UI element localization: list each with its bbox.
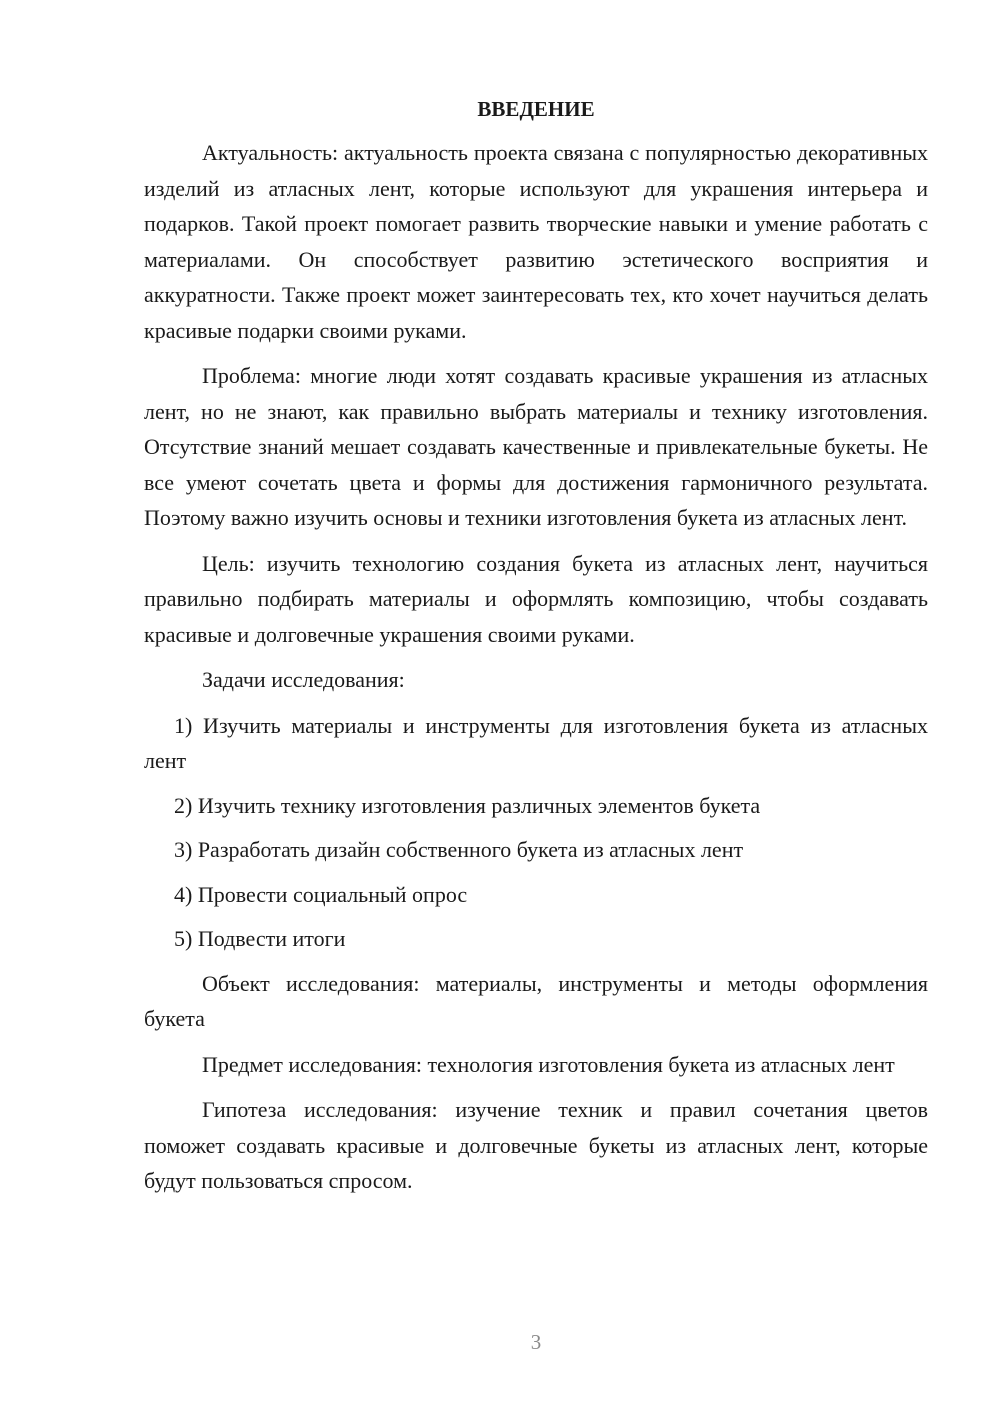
relevance-paragraph: Актуальность: актуальность проекта связана с популярностью декоративных изделий из атласных лент, которые используют для украшения интерьера и подарков. Такой проект помогает развить творческие навыки и умение работать с материалами. Он способствует развитию эстетического восприятия и аккуратности. Также проект может заинтересовать тех, кто хочет научиться делать красивые подарки своими руками. xyxy=(144,140,928,343)
task-item-4: 4) Провести социальный опрос xyxy=(174,881,468,907)
task-item-2: 2) Изучить технику изготовления различных элементов букета xyxy=(174,792,761,818)
task-item-1: 1) Изучить материалы и инструменты для изготовления букета из атласных лент xyxy=(144,712,928,773)
page-title: ВВЕДЕНИЕ xyxy=(477,97,595,121)
subject-paragraph: Предмет исследования: технология изготовления букета из атласных лент xyxy=(202,1051,895,1077)
task-item-3: 3) Разработать дизайн собственного букета из атласных лент xyxy=(174,837,744,862)
goal-paragraph: Цель: изучить технологию создания букета из атласных лент, научиться правильно подбирать материалы и оформлять композицию, чтобы создавать красивые и долговечные украшения своими руками. xyxy=(144,550,928,647)
document-page xyxy=(144,92,928,1209)
problem-paragraph: Проблема: многие люди хотят создавать красивые украшения из атласных лент, но не знают, как правильно выбрать материалы и технику изготовления. Отсутствие знаний мешает создавать качественные и привлекательные букеты. Не все умеют сочетать цвета и формы для достижения гармоничного результата. Поэтому важно изучить основы и техники изготовления букета из атласных лент. xyxy=(144,363,928,530)
hypothesis-paragraph: Гипотеза исследования: изучение техник и правил сочетания цветов поможет создавать красивые и долговечные букеты из атласных лент, которые будут пользоваться спросом. xyxy=(144,1097,928,1193)
tasks-heading: Задачи исследования: xyxy=(202,667,405,692)
task-item-5: 5) Подвести итоги xyxy=(174,926,346,951)
object-paragraph: Объект исследования: материалы, инструменты и методы оформления букета xyxy=(144,970,928,1031)
page-number: 3 xyxy=(530,1330,542,1354)
